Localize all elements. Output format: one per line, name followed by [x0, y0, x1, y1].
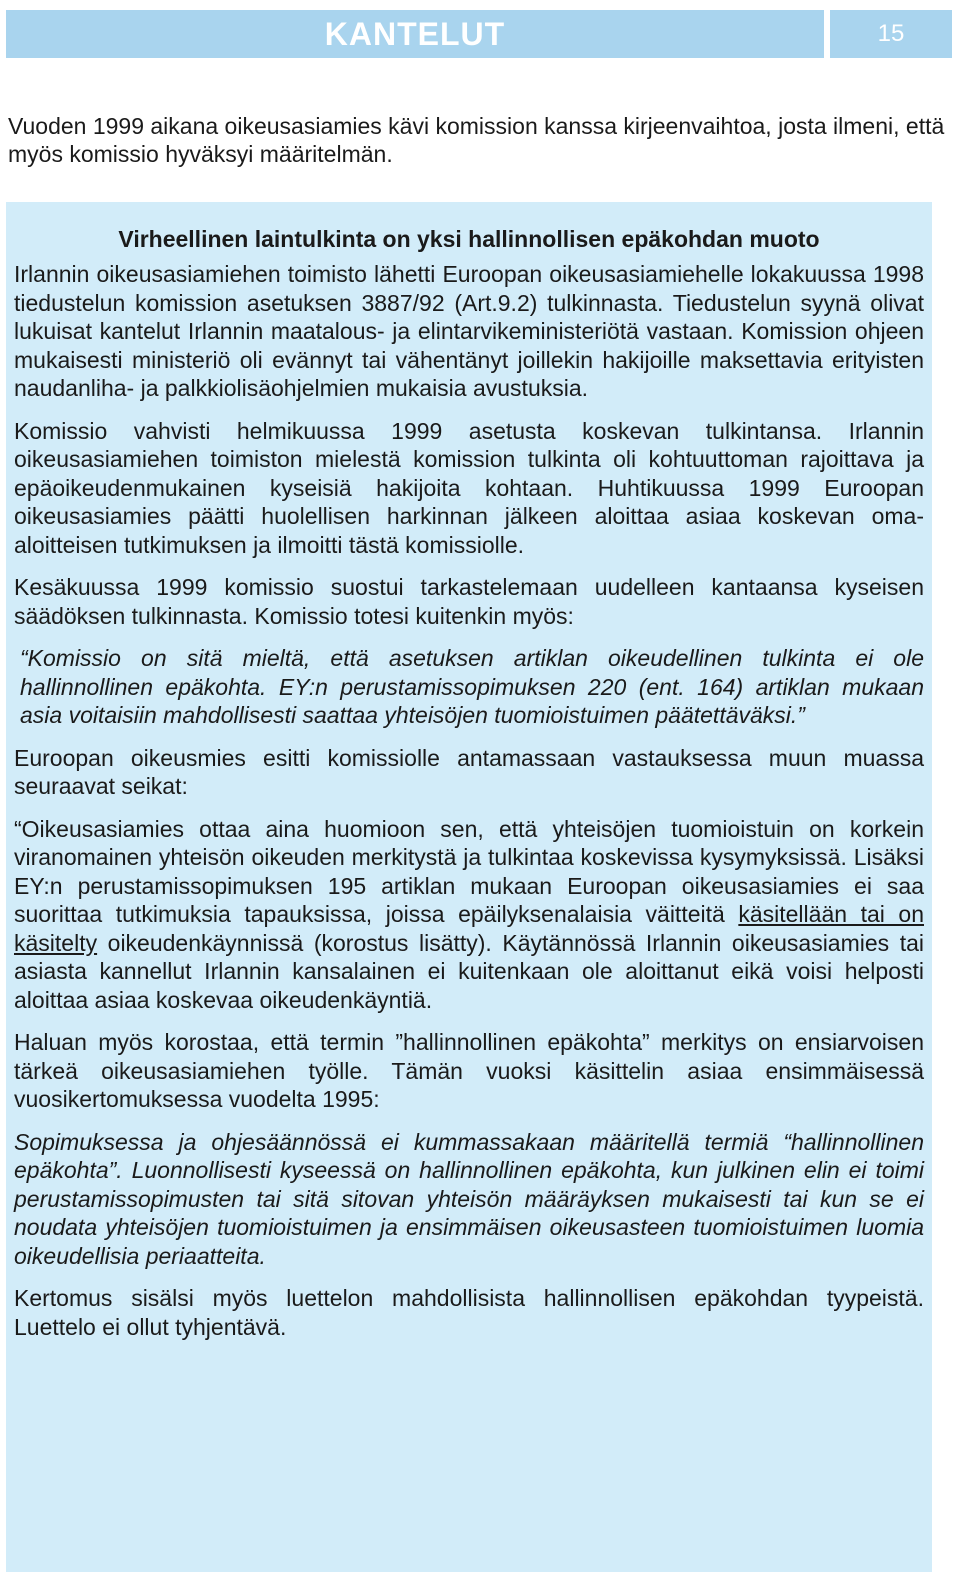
case-paragraph-6: Haluan myös korostaa, että termin ”hallinnollinen epäkohta” merkitys on ensiarvoisen tärkeä oikeusasiamiehen työlle. Tämän vuoksi käsittelin asiaa ensimmäisessä vuosikertomuksessa vuodelta 1995: — [14, 1029, 924, 1112]
case-paragraph-7: Kertomus sisälsi myös luettelon mahdollisista hallinnollisen epäkohdan tyypeistä. Luettelo ei ollut tyhjentävä. — [14, 1285, 924, 1340]
p5-text-before: “Oikeusasiamies ottaa aina huomioon sen, että yhteisöjen tuomioistuin on korkein viranomainen yhteisön oikeuden merkitystä ja tulkintaa koskevissa kysymyksissä. Lisäksi EY:n perustamissopimuksen 195 artiklan mukaan Euroopan oikeusasiamies ei saa suorittaa tutkimuksia tapauksissa, joissa epäilyksenalaisia väitteitä — [14, 815, 924, 927]
case-paragraph-1: Irlannin oikeusasiamiehen toimisto lähetti Euroopan oikeusasiamiehelle lokakuussa 1998 tiedustelun komission asetuksen 3887/92 (Art.9.2) tulkinnasta. Tiedustelun syynä olivat lukuisat kantelut Irlannin maatalous- ja elintarvikeministeriötä vastaan. Komission ohjeen mukaisesti ministeriö oli evännyt tai vähentänyt joillekin hakijoille maksettavia erityisten naudanliha- ja palkkiolisäohjelmien mukaisia avustuksia. — [14, 261, 924, 401]
case-heading: Virheellinen laintulkinta on yksi hallinnollisen epäkohdan muoto — [118, 226, 820, 252]
page-number: 15 — [830, 10, 952, 58]
commission-quote: “Komissio on sitä mieltä, että asetuksen artiklan oikeudellinen tulkinta ei ole hallinnollinen epäkohta. EY:n perustamissopimuksen 220 (ent. 164) artiklan mukaan asia voitaisiin mahdollisesti saattaa yhteisöjen tuomioistuimen päätettäväksi.” — [20, 645, 924, 728]
case-paragraph-2: Komissio vahvisti helmikuussa 1999 asetusta koskevan tulkintansa. Irlannin oikeusasiamiehen toimiston mielestä komission tulkinta oli kohtuuttoman rajoittava ja epäoikeudenmukainen kyseisiä hakijoita kohtaan. Huhtikuussa 1999 Euroopan oikeusasiamies päätti huolellisen harkinnan jälkeen aloittaa asiaa koskevan oma-aloitteisen tutkimuksen ja ilmoitti tästä komissiolle. — [14, 417, 924, 558]
intro-paragraph: Vuoden 1999 aikana oikeusasiamies kävi komission kanssa kirjeenvaihtoa, josta ilmeni, että myös komissio hyväksyi määritelmän. — [8, 113, 945, 167]
case-box — [6, 202, 932, 1572]
case-paragraph-5 — [14, 815, 924, 1015]
p5-text-after: oikeudenkäynnissä (korostus lisätty). Käytännössä Irlannin oikeusasiamies tai asiasta kannellut Irlannin kansalainen ei kuitenkaan ole aloittanut eikä voisi helposti aloittaa asiaa koskevaa oikeudenkäyntiä. — [14, 929, 924, 1013]
case-paragraph-4: Euroopan oikeusmies esitti komissiolle antamassaan vastauksessa muun muassa seuraavat seikat: — [14, 744, 924, 799]
case-paragraph-3: Kesäkuussa 1999 komissio suostui tarkastelemaan uudelleen kantaansa kyseisen säädöksen tulkinnasta. Komissio totesi kuitenkin myös: — [14, 574, 924, 629]
page-header — [6, 10, 952, 58]
p5-underlined-text: käsitellään tai on käsitelty — [14, 901, 924, 956]
annual-report-quote: Sopimuksessa ja ohjesäännössä ei kummassakaan määritellä termiä “hallinnollinen epäkohta”. Luonnollisesti kyseessä on hallinnollinen epäkohta, kun julkinen elin ei toimi perustamissopimusten tai sitä sitovan yhteisön määräyksen mukaisesti tai kun se ei noudata yhteisöjen tuomioistuimen ja ensimmäisen oikeusasteen tuomioistuimen luomia oikeudellisia periaatteita. — [14, 1128, 924, 1269]
section-title: KANTELUT — [6, 10, 824, 58]
